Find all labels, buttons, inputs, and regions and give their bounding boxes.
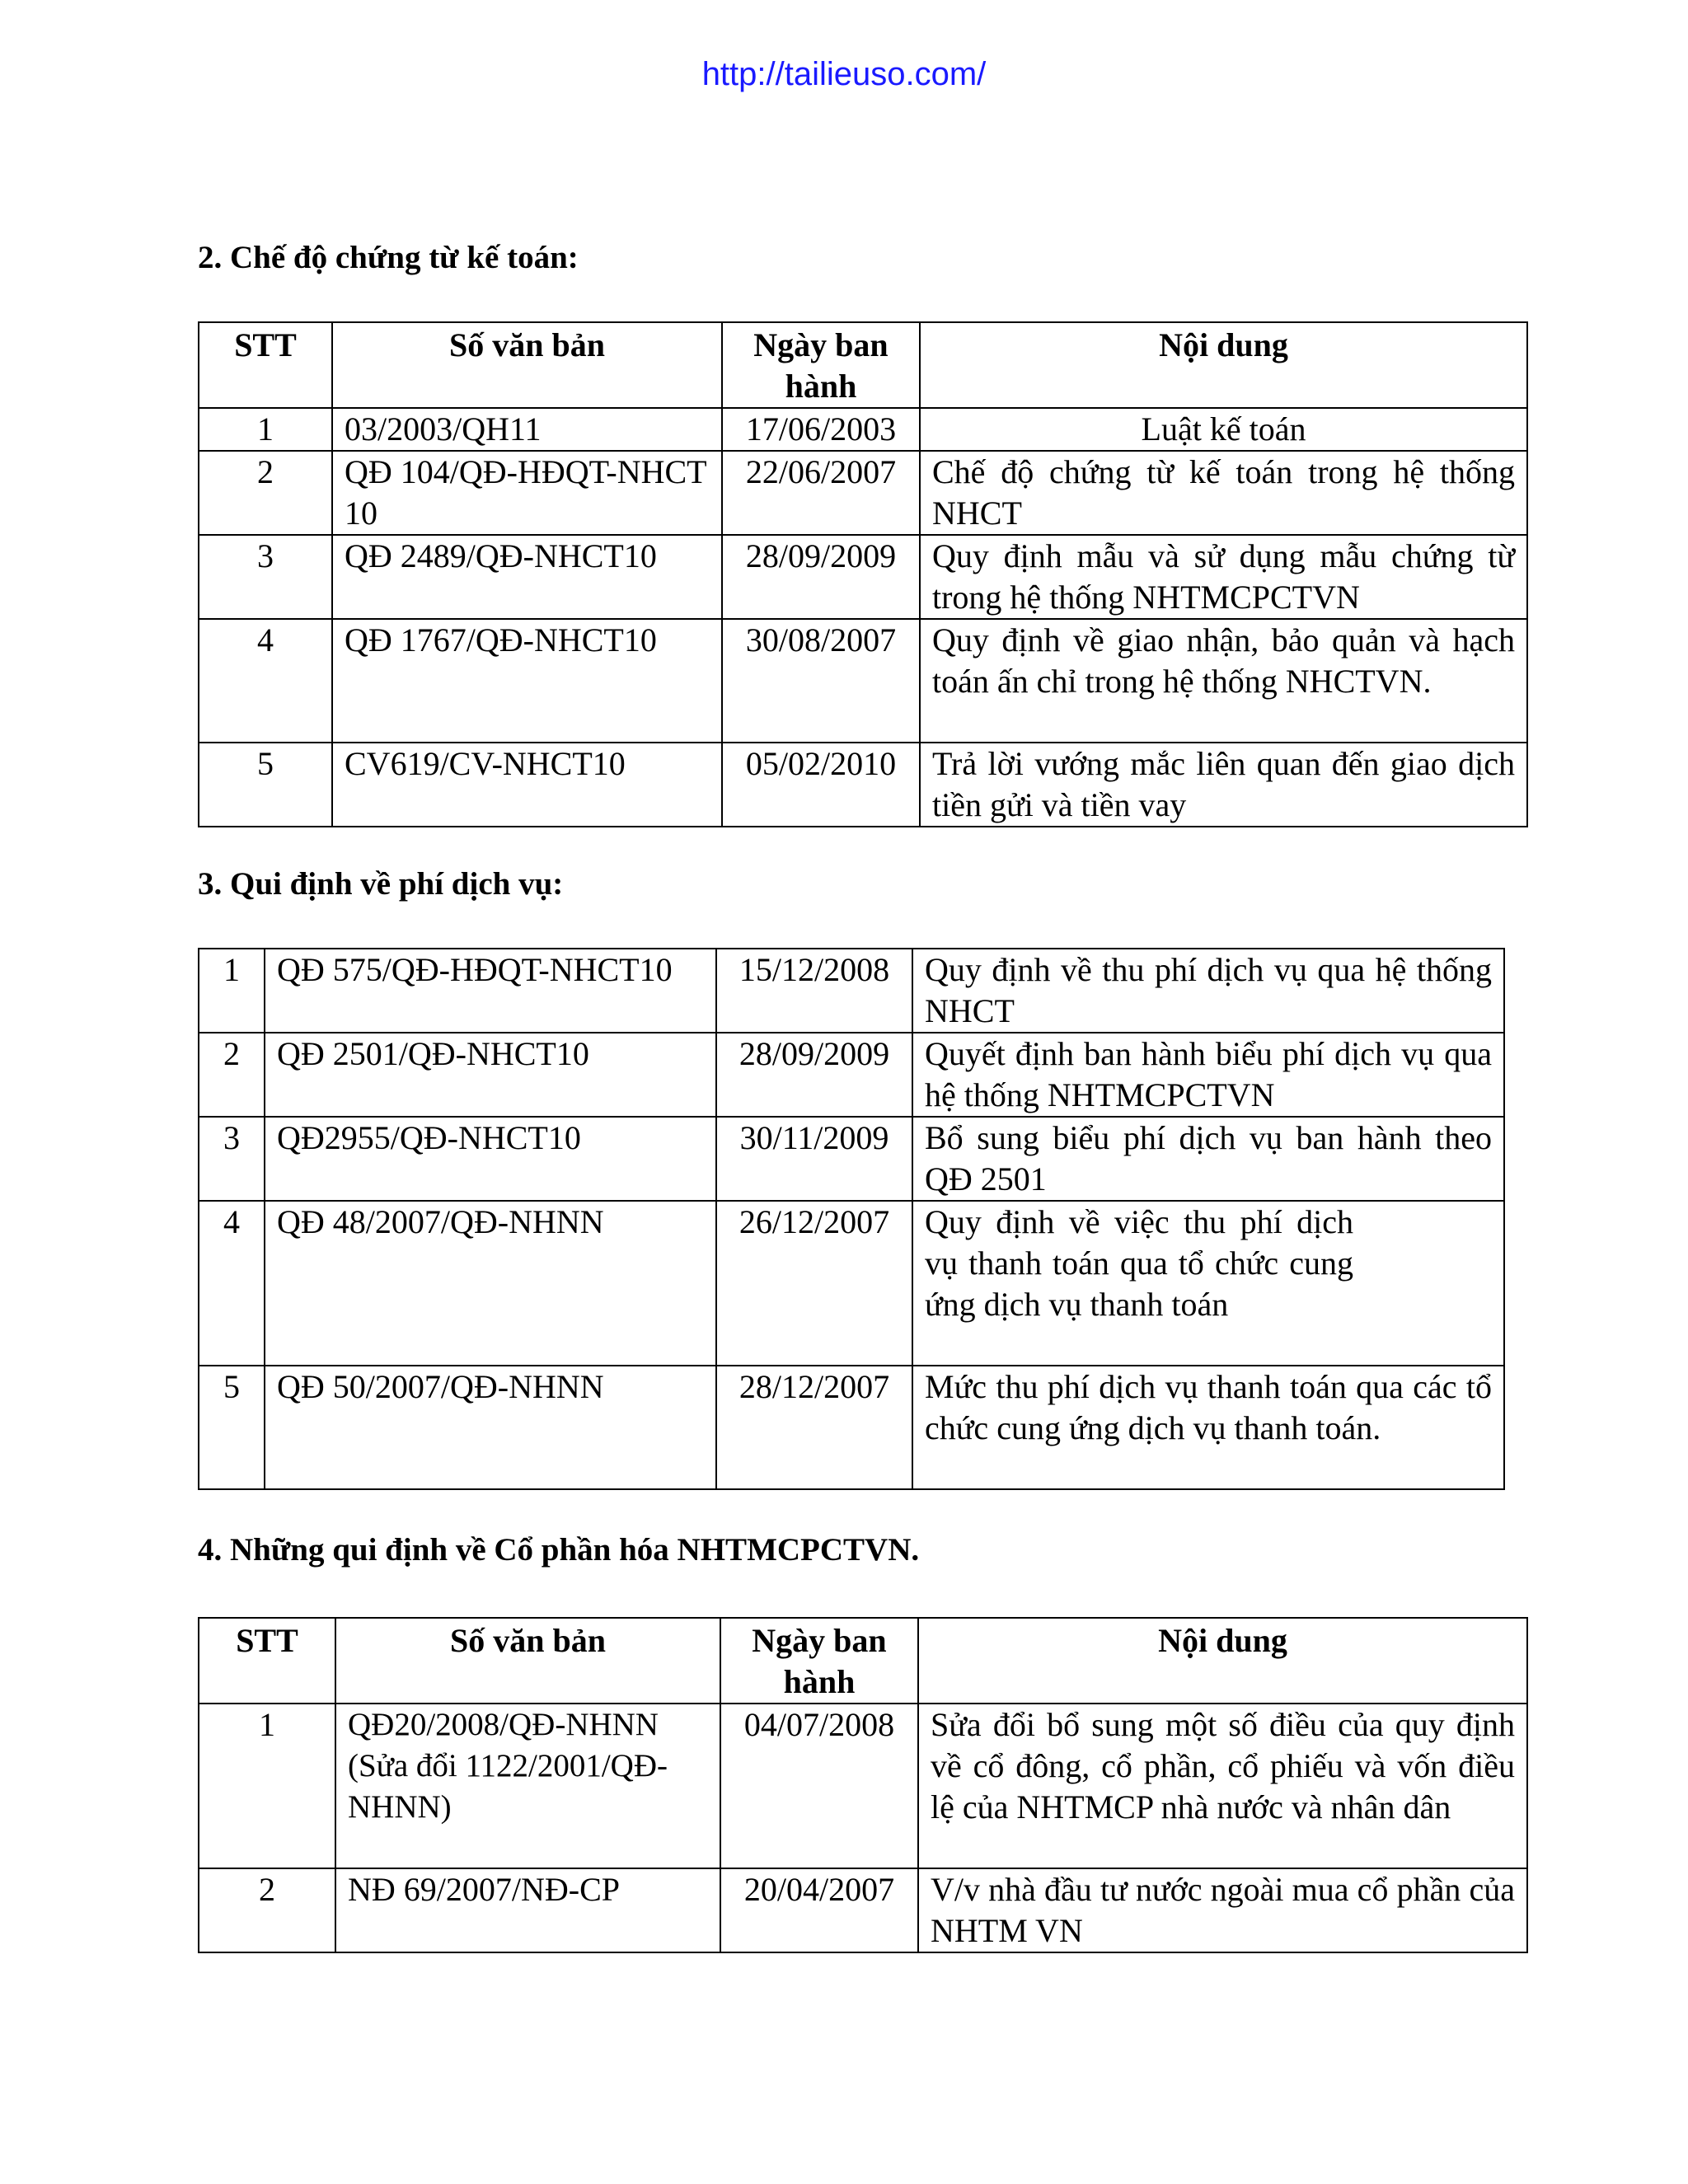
cell-ngay: 30/11/2009	[716, 1117, 912, 1201]
cell-noi-dung: V/v nhà đầu tư nước ngoài mua cổ phần của NHTM VN	[918, 1868, 1527, 1952]
cell-stt: 2	[199, 1033, 265, 1117]
cell-ngay: 26/12/2007	[716, 1201, 912, 1366]
cell-stt: 3	[199, 535, 332, 619]
cell-so-van-ban: QĐ 50/2007/QĐ-NHNN	[265, 1366, 716, 1489]
column-header-stt: STT	[199, 1618, 335, 1704]
cell-noi-dung: Mức thu phí dịch vụ thanh toán qua các tổ chức cung ứng dịch vụ thanh toán.	[912, 1366, 1504, 1489]
cell-noi-dung: Trả lời vướng mắc liên quan đến giao dịch tiền gửi và tiền vay	[920, 743, 1527, 827]
cell-stt: 4	[199, 619, 332, 743]
table-row	[199, 949, 1504, 1033]
section-3-table	[198, 948, 1505, 1490]
cell-so-van-ban: QĐ20/2008/QĐ-NHNN (Sửa đổi 1122/2001/QĐ-NHNN)	[335, 1704, 720, 1868]
cell-ngay: 15/12/2008	[716, 949, 912, 1033]
column-header-ngay-ban-hanh: Ngày ban hành	[720, 1618, 918, 1704]
cell-stt: 2	[199, 451, 332, 535]
cell-so-van-ban: QĐ 2501/QĐ-NHCT10	[265, 1033, 716, 1117]
column-header-stt: STT	[199, 322, 332, 408]
cell-stt: 1	[199, 1704, 335, 1868]
table-row	[199, 743, 1527, 827]
table-row	[199, 535, 1527, 619]
table-row	[199, 1201, 1504, 1366]
table-row	[199, 1868, 1527, 1952]
section-3-title: 3. Qui định về phí dịch vụ:	[198, 866, 564, 902]
cell-noi-dung: Bổ sung biểu phí dịch vụ ban hành theo QĐ 2501	[912, 1117, 1504, 1201]
cell-so-van-ban: QĐ 575/QĐ-HĐQT-NHCT10	[265, 949, 716, 1033]
cell-noi-dung: Quy định mẫu và sử dụng mẫu chứng từ trong hệ thống NHTMCPCTVN	[920, 535, 1527, 619]
cell-ngay: 17/06/2003	[722, 408, 920, 451]
cell-so-van-ban: QĐ 2489/QĐ-NHCT10	[332, 535, 722, 619]
cell-noi-dung: Quy định về thu phí dịch vụ qua hệ thống NHCT	[912, 949, 1504, 1033]
cell-so-van-ban: CV619/CV-NHCT10	[332, 743, 722, 827]
header-url-link[interactable]: http://tailieuso.com/	[701, 56, 987, 92]
cell-ngay: 22/06/2007	[722, 451, 920, 535]
table-row	[199, 451, 1527, 535]
cell-stt: 3	[199, 1117, 265, 1201]
table-row	[199, 619, 1527, 743]
cell-ngay: 30/08/2007	[722, 619, 920, 743]
section-2-table	[198, 321, 1528, 827]
cell-stt: 1	[199, 408, 332, 451]
cell-ngay: 20/04/2007	[720, 1868, 918, 1952]
cell-noi-dung	[912, 1201, 1504, 1366]
table-row	[199, 1704, 1527, 1868]
cell-noi-dung: Sửa đổi bổ sung một số điều của quy định về cổ đông, cổ phần, cổ phiếu và vốn điều lệ của NHTMCP nhà nước và nhân dân	[918, 1704, 1527, 1868]
cell-stt: 1	[199, 949, 265, 1033]
cell-stt: 4	[199, 1201, 265, 1366]
cell-ngay: 28/09/2009	[716, 1033, 912, 1117]
cell-so-van-ban: 03/2003/QH11	[332, 408, 722, 451]
cell-so-van-ban: QĐ 48/2007/QĐ-NHNN	[265, 1201, 716, 1366]
cell-so-van-ban: QĐ2955/QĐ-NHCT10	[265, 1117, 716, 1201]
section-4-title: 4. Những qui định về Cổ phần hóa NHTMCPCTVN.	[198, 1532, 920, 1568]
cell-stt: 5	[199, 743, 332, 827]
cell-noi-dung: Luật kế toán	[920, 408, 1527, 451]
column-header-noi-dung: Nội dung	[920, 322, 1527, 408]
cell-noi-dung: Quy định về giao nhận, bảo quản và hạch toán ấn chỉ trong hệ thống NHCTVN.	[920, 619, 1527, 743]
column-header-so-van-ban: Số văn bản	[332, 322, 722, 408]
column-header-so-van-ban: Số văn bản	[335, 1618, 720, 1704]
cell-ngay: 28/09/2009	[722, 535, 920, 619]
cell-ngay: 28/12/2007	[716, 1366, 912, 1489]
cell-ngay: 04/07/2008	[720, 1704, 918, 1868]
cell-so-van-ban: QĐ 104/QĐ-HĐQT-NHCT 10	[332, 451, 722, 535]
cell-stt: 5	[199, 1366, 265, 1489]
cell-so-van-ban: QĐ 1767/QĐ-NHCT10	[332, 619, 722, 743]
column-header-ngay-ban-hanh: Ngày ban hành	[722, 322, 920, 408]
column-header-noi-dung: Nội dung	[918, 1618, 1527, 1704]
table-row	[199, 408, 1527, 451]
section-2-title: 2. Chế độ chứng từ kế toán:	[198, 240, 579, 275]
cell-noi-dung: Chế độ chứng từ kế toán trong hệ thống NHCT	[920, 451, 1527, 535]
section-4-table	[198, 1617, 1528, 1953]
cell-stt: 2	[199, 1868, 335, 1952]
cell-ngay: 05/02/2010	[722, 743, 920, 827]
table-row	[199, 1033, 1504, 1117]
cell-noi-dung-text: Quy định về việc thu phí dịch vụ thanh toán qua tổ chức cung ứng dịch vụ thanh toán	[925, 1203, 1353, 1323]
table-row	[199, 1366, 1504, 1489]
table-row	[199, 1117, 1504, 1201]
cell-noi-dung: Quyết định ban hành biểu phí dịch vụ qua hệ thống NHTMCPCTVN	[912, 1033, 1504, 1117]
cell-so-van-ban: NĐ 69/2007/NĐ-CP	[335, 1868, 720, 1952]
table-header-row	[199, 1618, 1527, 1704]
table-header-row	[199, 322, 1527, 408]
